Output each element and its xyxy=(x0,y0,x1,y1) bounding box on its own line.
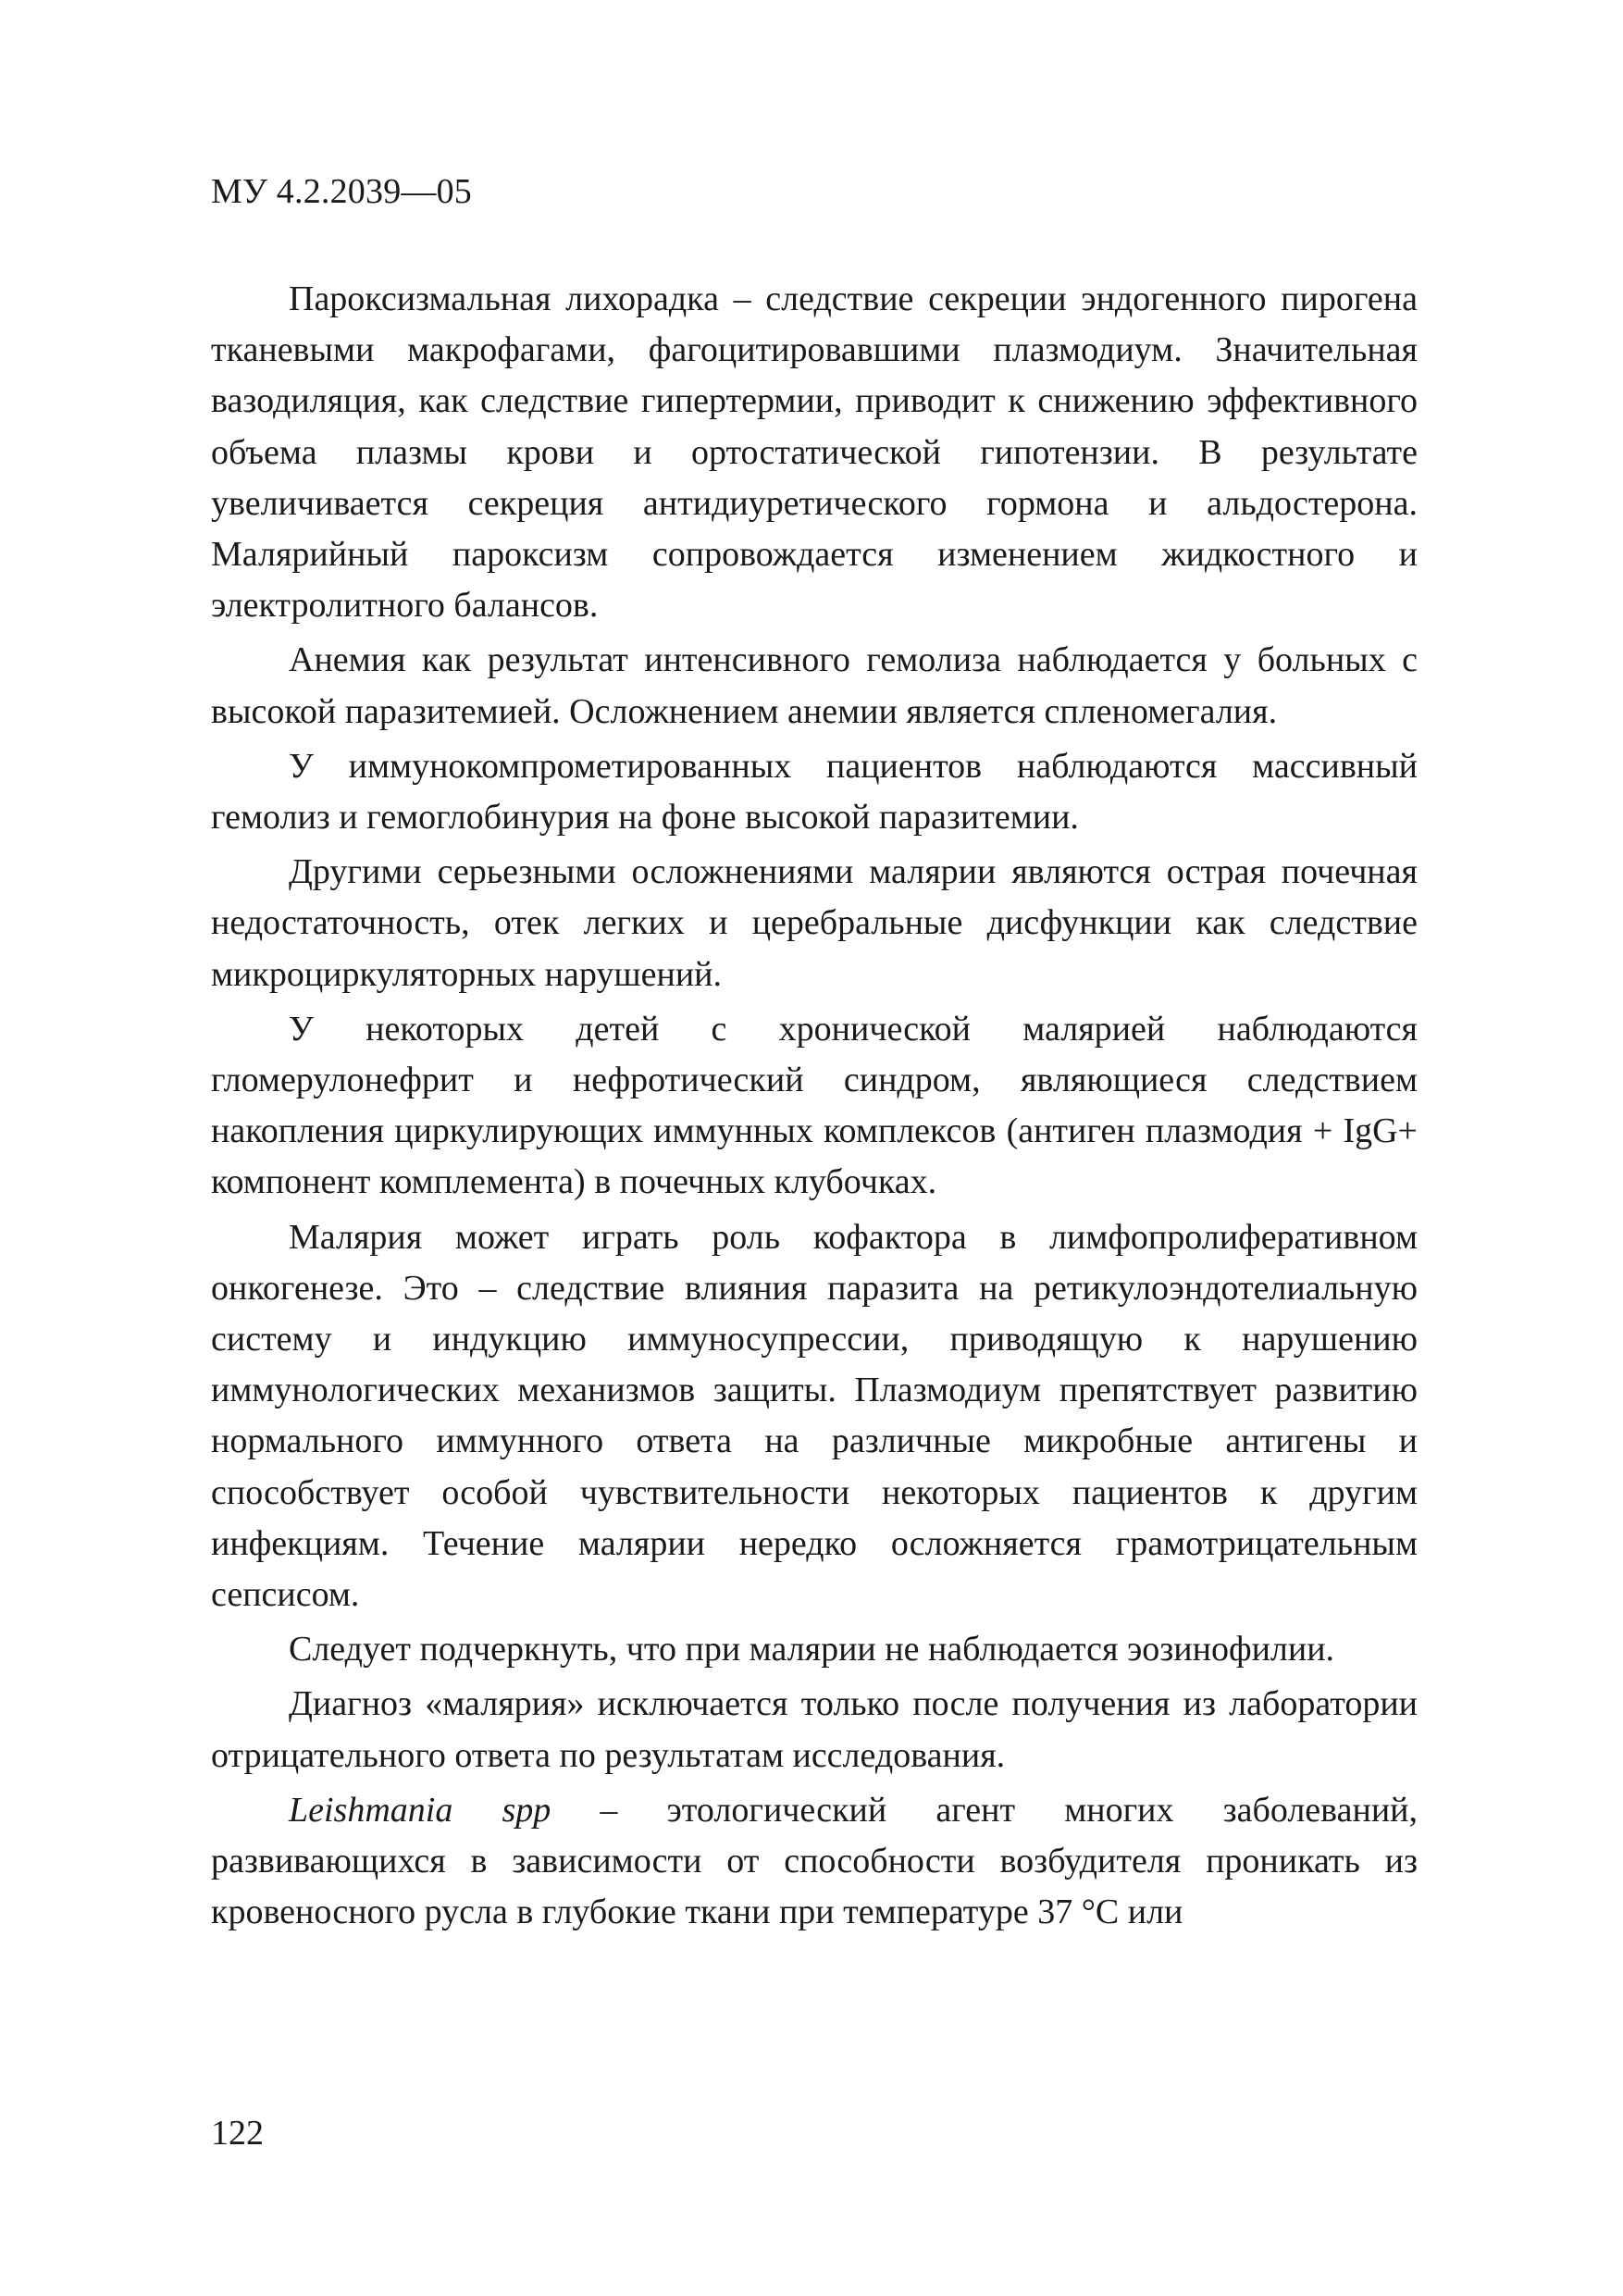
paragraph-glomerulonephritis: У некоторых детей с хронической малярией наблюдаются гломерулонефрит и нефротический синдром, являющиеся следствием накопления циркулирующих иммунных комплексов (антиген плазмодия + IgG+ компонент комплемента) в почечных клубочках. xyxy=(211,1009,1418,1202)
body-text xyxy=(211,274,1418,1939)
running-header: МУ 4.2.2039—05 xyxy=(211,172,472,211)
leishmania-text: – этологический агент многих заболеваний, развивающихся в зависимости от способности возбудителя проникать из кровеносного русла в глубокие ткани при температуре 37 °С или xyxy=(211,1790,1418,1932)
paragraph-leishmania xyxy=(211,1785,1418,1939)
leishmania-term: Leishmania spp xyxy=(289,1790,551,1830)
paragraph-oncogenesis: Малярия может играть роль кофактора в лимфопролиферативном онкогенезе. Это – следствие влияния паразита на ретикулоэндотелиальную систему и индукцию иммуносупрессии, приводящую к нарушению иммунологических механизмов защиты. Плазмодиум препятствует развитию нормального иммунного ответа на различные микробные антигены и способствует особой чувствительности некоторых пациентов к другим инфекциям. Течение малярии нередко осложняется грамотрицательным сепсисом. xyxy=(211,1217,1418,1615)
paragraph-paroxysmal-fever: Пароксизмальная лихорадка – следствие секреции эндогенного пирогена тканевыми макрофагами, фагоцитировавшими плазмодиум. Значительная вазодиляция, как следствие гипертермии, приводит к снижению эффективного объема плазмы крови и ортостатической гипотензии. В результате увеличивается секреция антидиуретического гормона и альдостерона. Малярийный пароксизм сопровождается изменением жидкостного и электролитного балансов. xyxy=(211,279,1418,626)
paragraph-immunocompromised: У иммунокомпрометированных пациентов наблюдаются массивный гемолиз и гемоглобинурия на фоне высокой паразитемии. xyxy=(211,746,1418,838)
paragraph-eosinophilia: Следует подчеркнуть, что при малярии не наблюдается эозинофилии. xyxy=(289,1630,1335,1669)
page-number: 122 xyxy=(211,2114,264,2153)
paragraph-diagnosis: Диагноз «малярия» исключается только после получения из лаборатории отрицательного ответа по результатам исследования. xyxy=(211,1684,1418,1775)
paragraph-complications: Другими серьезными осложнениями малярии являются острая почечная недостаточность, отек легких и церебральные дисфункции как следствие микроциркуляторных нарушений. xyxy=(211,852,1418,994)
paragraph-anemia: Анемия как результат интенсивного гемолиза наблюдается у больных с высокой паразитемией. Осложнением анемии является спленомегалия. xyxy=(211,640,1418,731)
